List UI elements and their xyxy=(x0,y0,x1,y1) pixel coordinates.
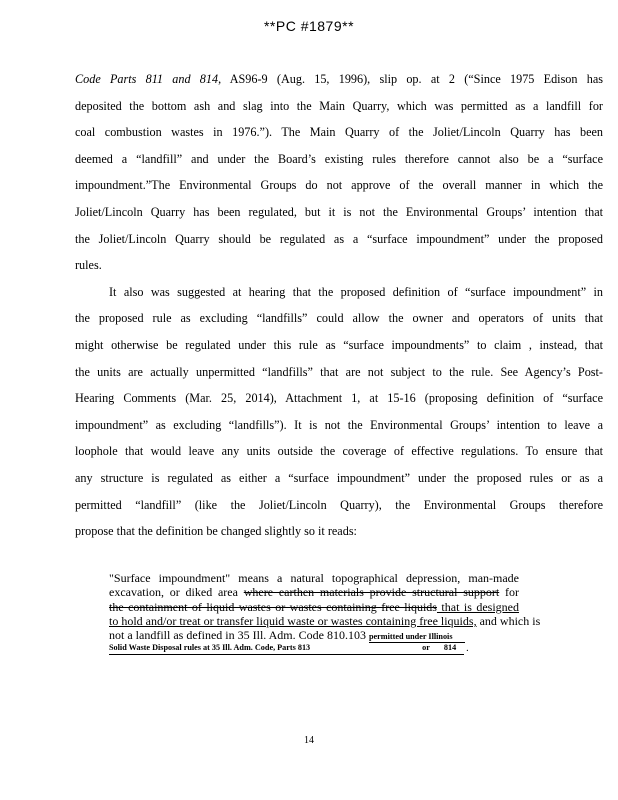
body-line: any structure is regulated as either a “surface impoundment” under the proposed rules or as a xyxy=(75,470,603,485)
quote-line: "Surface impoundment" means a natural topographical depression, man-made xyxy=(109,571,519,585)
body-line: impoundment.”The Environmental Groups do not approve of the overall manner in which the xyxy=(75,178,603,193)
body-line: deemed a “landfill” and under the Board’s existing rules therefore cannot also be a “surface xyxy=(75,151,603,166)
body-line: Joliet/Lincoln Quarry has been regulated, but it is not the Environmental Groups’ intention that xyxy=(75,204,603,219)
body-line: the Joliet/Lincoln Quarry should be regulated as a “surface impoundment” under the proposed xyxy=(75,231,603,246)
body-line: the proposed rule as excluding “landfills” could allow the owner and operators of units that xyxy=(75,311,603,326)
body-line: It also was suggested at hearing that the proposed definition of “surface impoundment” in xyxy=(109,284,603,299)
quote-line: not a landfill as defined in 35 Ill. Adm. Code 810.103 permitted under Illinois xyxy=(109,628,519,642)
body-line: impoundment” as excluding “landfills”). It is not the Environmental Groups’ intention to leave a xyxy=(75,417,603,432)
quote-line xyxy=(109,600,519,614)
quote-line: to hold and/or treat or transfer liquid waste or wastes containing free liquids, and which is xyxy=(109,613,541,628)
proposed-definition-quote xyxy=(109,571,541,657)
body-text xyxy=(75,66,603,545)
quote-line: excavation, or diked area where earthen materials provide structural support for xyxy=(109,585,519,600)
body-line: loophole that would leave any units outside the coverage of effective regulations. To ensure that xyxy=(75,444,603,459)
body-line: Hearing Comments (Mar. 25, 2014), Attachment 1, at 15-16 (proposing definition of “surface xyxy=(75,391,603,406)
page-header: **PC #1879** xyxy=(263,18,355,34)
body-line: the units are actually unpermitted “landfills” that are not subject to the rule. See Agency’s Post- xyxy=(75,364,603,379)
page-number: 14 xyxy=(304,735,314,746)
inserted-text: Solid Waste Disposal rules at 35 Ill. Adm. Code, Parts 813 or 814 xyxy=(109,642,464,655)
quote-line: Solid Waste Disposal rules at 35 Ill. Adm. Code, Parts 813 or 814 . xyxy=(109,643,469,655)
body-line: coal combustion wastes in 1976.”). The Main Quarry of the Joliet/Lincoln Quarry has been xyxy=(75,125,603,140)
body-line: permitted “landfill” (like the Joliet/Lincoln Quarry), the Environmental Groups therefore xyxy=(75,497,603,512)
body-line: Code Parts 811 and 814, AS96-9 (Aug. 15, 1996), slip op. at 2 (“Since 1975 Edison has xyxy=(75,72,603,86)
body-line: rules. xyxy=(75,258,102,273)
inserted-text: to hold and/or treat or transfer liquid waste or wastes containing free liquids, xyxy=(109,613,477,628)
body-line: might otherwise be regulated under this rule as “surface impoundments” to claim , instead, that xyxy=(75,337,603,352)
body-line: deposited the bottom ash and slag into the Main Quarry, which was permitted as a landfill for xyxy=(75,98,603,113)
deleted-text: where earthen materials provide structural support xyxy=(243,585,500,600)
inserted-text: that is designed xyxy=(436,599,519,614)
inserted-text: permitted under Illinois xyxy=(369,631,465,643)
body-line: propose that the definition be changed slightly so it reads: xyxy=(75,524,357,539)
deleted-text: the containment of liquid wastes or wastes containing free liquids xyxy=(109,599,437,614)
